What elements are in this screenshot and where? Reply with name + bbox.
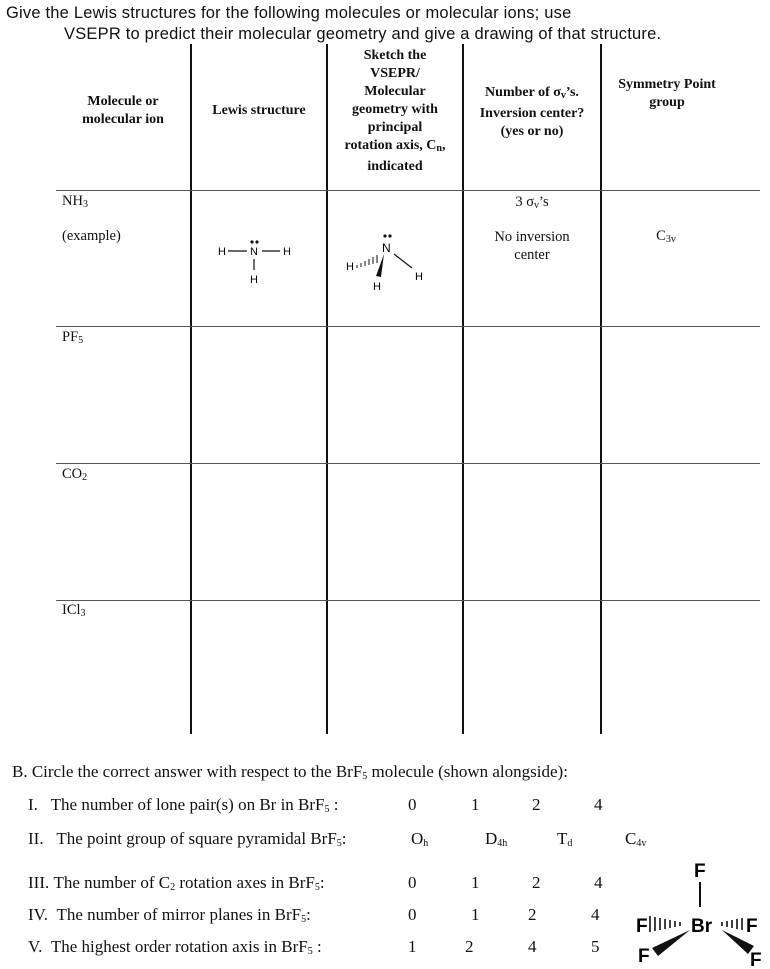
sketch-h-left: H bbox=[346, 261, 354, 273]
section-b-title: B. Circle the correct answer with respect to the BrF$_5$ molecule (shown alongside): bbox=[12, 762, 568, 782]
brf5-f-left: F bbox=[636, 916, 648, 937]
lewis-h-right: H bbox=[283, 246, 291, 258]
q1-option[interactable]: 2 bbox=[532, 795, 541, 814]
lewis-h-left: H bbox=[218, 246, 226, 258]
q4-option[interactable]: 4 bbox=[591, 905, 600, 924]
brf5-f-top: F bbox=[694, 861, 706, 882]
q4-option[interactable]: 0 bbox=[408, 905, 417, 924]
q3-option[interactable]: 4 bbox=[594, 873, 603, 892]
column-divider bbox=[600, 44, 602, 734]
header-point-group: Symmetry Point group bbox=[618, 77, 716, 110]
header-lewis: Lewis structure bbox=[212, 103, 306, 118]
instructions-line-2: VSEPR to predict their molecular geometry and give a drawing of that structure. bbox=[64, 25, 662, 43]
example-sigma-count: 3 $\sigma_v’s$ bbox=[515, 194, 549, 211]
sketch-n-center: N bbox=[382, 241, 391, 255]
q2-option[interactable]: $C_{4v}$ bbox=[625, 829, 647, 849]
header-sigma-inversion: Number of $\sigma_v’s$. Inversion center? (yes or no) bbox=[479, 85, 585, 139]
column-divider bbox=[462, 44, 464, 734]
row-divider bbox=[56, 190, 760, 191]
row-divider bbox=[56, 463, 760, 464]
row-label-nh3: $NH_3$ bbox=[62, 193, 88, 210]
brf5-f-bottom-right: F bbox=[750, 950, 762, 968]
question-5: V. The highest order rotation axis in BrF$_5$ : bbox=[28, 937, 322, 957]
q5-option[interactable]: 4 bbox=[528, 937, 537, 956]
q1-option[interactable]: 4 bbox=[594, 795, 603, 814]
brf5-structure bbox=[630, 852, 766, 968]
row-note-example: (example) bbox=[62, 228, 121, 244]
q2-option[interactable]: $D_{4h}$ bbox=[485, 829, 508, 849]
brf5-br-center: Br bbox=[691, 916, 713, 937]
q5-option[interactable]: 5 bbox=[591, 937, 600, 956]
q2-option[interactable]: $T_d$ bbox=[557, 829, 573, 849]
header-molecule: Molecule or molecular ion bbox=[82, 94, 164, 127]
example-inversion-center: No inversion center bbox=[494, 229, 570, 263]
header-sketch: Sketch the VSEPR/ Molecular geometry with principal rotation axis, $C_n$, indicated bbox=[344, 48, 446, 174]
q3-option[interactable]: 1 bbox=[471, 873, 480, 892]
brf5-f-bottom-left: F bbox=[638, 946, 650, 967]
row-label-icl3: ICl$_3$ bbox=[62, 602, 86, 619]
row-divider bbox=[56, 326, 760, 327]
row-divider bbox=[56, 600, 760, 601]
nh3-vsepr-sketch bbox=[340, 232, 440, 296]
q1-option[interactable]: 1 bbox=[471, 795, 480, 814]
q2-option[interactable]: $O_h$ bbox=[411, 829, 429, 849]
row-label-pf5: $PF_5$ bbox=[62, 329, 84, 346]
q5-option[interactable]: 2 bbox=[465, 937, 474, 956]
question-3: III. The number of $C_2$ rotation axes in BrF$_5$: bbox=[28, 873, 325, 893]
example-point-group: $C_{3v}$ bbox=[656, 228, 676, 245]
question-4: IV. The number of mirror planes in BrF$_5$: bbox=[28, 905, 311, 925]
q5-option[interactable]: 1 bbox=[408, 937, 417, 956]
brf5-f-right: F bbox=[746, 916, 758, 937]
instructions-line-1: Give the Lewis structures for the following molecules or molecular ions; use bbox=[6, 4, 572, 22]
question-1: I. The number of lone pair(s) on Br in BrF$_5$ : bbox=[28, 795, 339, 815]
instructions bbox=[6, 3, 766, 45]
lewis-h-bottom: H bbox=[250, 274, 258, 286]
q3-option[interactable]: 2 bbox=[532, 873, 541, 892]
question-2: II. The point group of square pyramidal BrF$_5$: bbox=[28, 829, 347, 849]
q3-option[interactable]: 0 bbox=[408, 873, 417, 892]
column-divider bbox=[190, 44, 192, 734]
sketch-h-bottom: H bbox=[373, 281, 381, 293]
row-label-co2: $CO_2$ bbox=[62, 466, 88, 483]
nh3-lewis-structure bbox=[212, 240, 302, 290]
q4-option[interactable]: 1 bbox=[471, 905, 480, 924]
q4-option[interactable]: 2 bbox=[528, 905, 537, 924]
sketch-h-right: H bbox=[415, 271, 423, 283]
q1-option[interactable]: 0 bbox=[408, 795, 417, 814]
lewis-n-center: N bbox=[250, 246, 258, 258]
